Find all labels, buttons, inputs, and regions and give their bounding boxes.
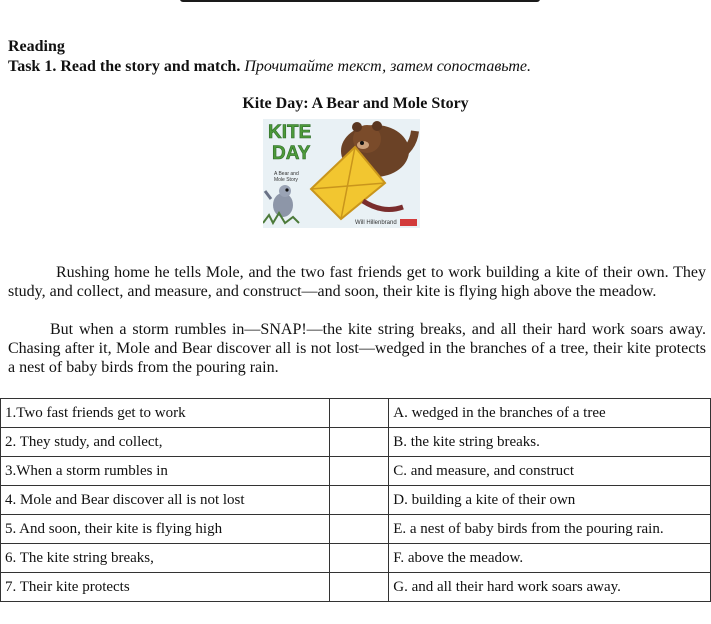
table-row xyxy=(1,515,711,544)
story-paragraph-1: Rushing home he tells Mole, and the two fast friends get to work building a kite of their own. They study, and collect, and measure, and construct—and soon, their kite is flying high above the meadow. xyxy=(8,264,706,300)
answer-cell[interactable] xyxy=(329,399,389,428)
statement-cell: 2. They study, and collect, xyxy=(1,428,330,457)
statement-cell: 3.When a storm rumbles in xyxy=(1,457,330,486)
answer-cell[interactable] xyxy=(329,544,389,573)
task-translation: Прочитайте текст, затем сопоставьте. xyxy=(244,58,532,75)
svg-text:Will Hillenbrand: Will Hillenbrand xyxy=(355,220,397,226)
answer-cell[interactable] xyxy=(329,457,389,486)
ending-cell: A. wedged in the branches of a tree xyxy=(389,399,711,428)
table-row xyxy=(1,573,711,602)
ending-cell: D. building a kite of their own xyxy=(389,486,711,515)
statement-cell: 6. The kite string breaks, xyxy=(1,544,330,573)
answer-cell[interactable] xyxy=(329,573,389,602)
story-title: Kite Day: A Bear and Mole Story xyxy=(242,95,469,112)
book-cover-image xyxy=(263,119,420,228)
ending-cell: E. a nest of baby birds from the pouring rain. xyxy=(389,515,711,544)
table-row xyxy=(1,399,711,428)
svg-text:KITE: KITE xyxy=(268,122,312,143)
ending-cell: F. above the meadow. xyxy=(389,544,711,573)
svg-text:Mole Story: Mole Story xyxy=(274,177,298,183)
svg-text:DAY: DAY xyxy=(272,143,311,164)
ending-cell: G. and all their hard work soars away. xyxy=(389,573,711,602)
table-row xyxy=(1,457,711,486)
answer-cell[interactable] xyxy=(329,486,389,515)
task-label: Task 1. Read the story and match. xyxy=(8,58,241,75)
table-row xyxy=(1,486,711,515)
statement-cell: 4. Mole and Bear discover all is not lost xyxy=(1,486,330,515)
task-instruction xyxy=(8,58,531,76)
table-row xyxy=(1,428,711,457)
section-heading: Reading xyxy=(8,38,65,55)
statement-cell: 1.Two fast friends get to work xyxy=(1,399,330,428)
matching-table xyxy=(0,398,711,602)
cropped-header-bar xyxy=(180,0,540,2)
ending-cell: B. the kite string breaks. xyxy=(389,428,711,457)
answer-cell[interactable] xyxy=(329,428,389,457)
ending-cell: C. and measure, and construct xyxy=(389,457,711,486)
statement-cell: 7. Their kite protects xyxy=(1,573,330,602)
svg-text:A Bear and: A Bear and xyxy=(274,171,299,177)
table-row xyxy=(1,544,711,573)
answer-cell[interactable] xyxy=(329,515,389,544)
story-paragraph-2: But when a storm rumbles in—SNAP!—the kite string breaks, and all their hard work soars away. Chasing after it, Mole and Bear discover all is not lost—wedged in the branches of a tree, their kite protects a nest of baby birds from the pouring rain. xyxy=(8,321,706,376)
statement-cell: 5. And soon, their kite is flying high xyxy=(1,515,330,544)
